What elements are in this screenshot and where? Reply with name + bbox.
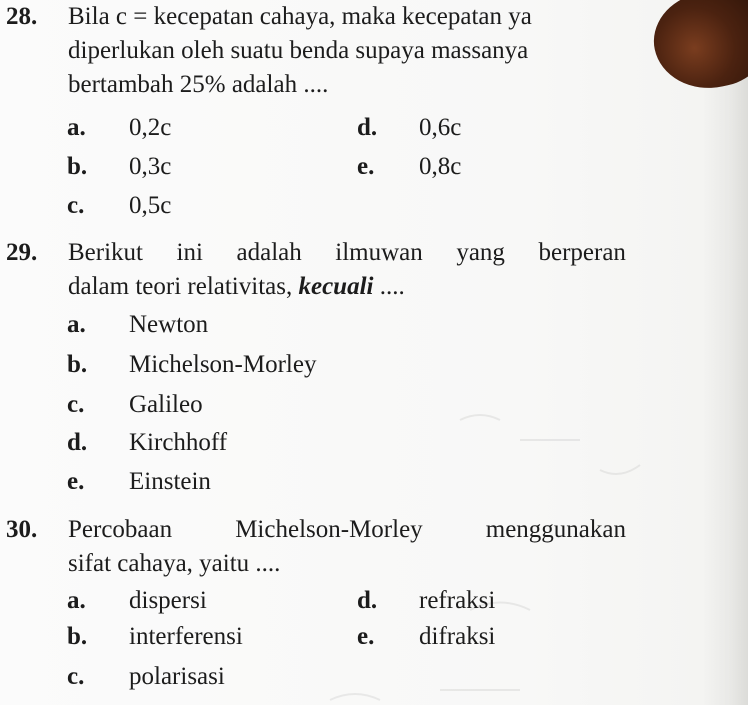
option-28-d[interactable] — [357, 113, 461, 143]
option-text: Einstein — [129, 468, 211, 495]
question-stem-line — [6, 270, 686, 304]
stem-word: adalah — [236, 239, 302, 266]
stem-word: yang — [456, 239, 505, 266]
option-29-c[interactable] — [67, 390, 203, 420]
option-29-e[interactable] — [67, 467, 211, 497]
question-number: 29. — [6, 239, 38, 266]
question-stem-line: sifat cahaya, yaitu .... — [68, 550, 281, 577]
option-text: Galileo — [129, 391, 203, 418]
option-letter: a. — [67, 114, 86, 141]
option-letter: b. — [67, 351, 88, 378]
option-text: 0,8c — [419, 153, 462, 180]
question-number: 28. — [6, 3, 38, 30]
option-30-b[interactable] — [67, 622, 243, 652]
option-text: refraksi — [419, 587, 496, 614]
stem-word: berperan — [538, 239, 626, 266]
question-stem-line: bertambah 25% adalah .... — [68, 71, 329, 98]
option-30-e[interactable] — [357, 622, 495, 652]
option-letter: e. — [357, 623, 375, 650]
stem-emphasis: kecuali — [298, 273, 374, 300]
option-letter: b. — [67, 153, 88, 180]
question-number: 30. — [6, 516, 38, 543]
stem-word: Michelson-Morley — [235, 516, 423, 543]
option-text: difraksi — [419, 623, 496, 650]
option-29-d[interactable] — [67, 428, 227, 458]
option-text: interferensi — [129, 623, 243, 650]
option-letter: b. — [67, 623, 88, 650]
question-30 — [6, 513, 686, 581]
option-letter: c. — [67, 192, 85, 219]
option-text: Michelson-Morley — [129, 351, 317, 378]
option-letter: a. — [67, 587, 86, 614]
option-text: Newton — [129, 311, 209, 338]
option-text: polarisasi — [129, 663, 225, 690]
option-text: 0,2c — [129, 114, 172, 141]
option-letter: e. — [357, 153, 375, 180]
option-letter: c. — [67, 391, 85, 418]
stem-word: ini — [176, 239, 203, 266]
option-text: dispersi — [129, 587, 207, 614]
option-text: Kirchhoff — [129, 429, 228, 456]
question-29 — [6, 236, 686, 304]
option-29-a[interactable] — [67, 310, 208, 340]
question-stem-line: Bila c = kecepatan cahaya, maka kecepatan ya — [68, 3, 532, 30]
stem-word: ilmuwan — [335, 239, 423, 266]
stem-text: dalam teori relativitas, — [68, 273, 299, 300]
stem-word: Berikut — [68, 239, 143, 266]
option-letter: a. — [67, 311, 86, 338]
stem-word: Percobaan — [68, 516, 173, 543]
option-letter: d. — [357, 587, 378, 614]
option-29-b[interactable] — [67, 350, 316, 380]
option-28-b[interactable] — [67, 152, 171, 182]
option-text: 0,6c — [419, 114, 462, 141]
question-28 — [6, 0, 686, 102]
page-edge-shadow — [702, 0, 748, 705]
option-letter: d. — [357, 114, 378, 141]
question-stem-line: diperlukan oleh suatu benda supaya massanya — [68, 37, 529, 64]
option-30-a[interactable] — [67, 586, 207, 616]
option-28-c[interactable] — [67, 191, 171, 221]
option-30-d[interactable] — [357, 586, 495, 616]
stem-text: .... — [373, 273, 405, 300]
option-28-e[interactable] — [357, 152, 461, 182]
option-letter: c. — [67, 663, 85, 690]
option-28-a[interactable] — [67, 113, 171, 143]
question-stem-line — [68, 236, 626, 270]
option-letter: d. — [67, 429, 88, 456]
option-text: 0,5c — [129, 192, 172, 219]
option-30-c[interactable] — [67, 662, 225, 692]
option-text: 0,3c — [129, 153, 172, 180]
stem-word: menggunakan — [485, 516, 626, 543]
option-letter: e. — [67, 468, 85, 495]
question-stem-line — [68, 513, 626, 547]
